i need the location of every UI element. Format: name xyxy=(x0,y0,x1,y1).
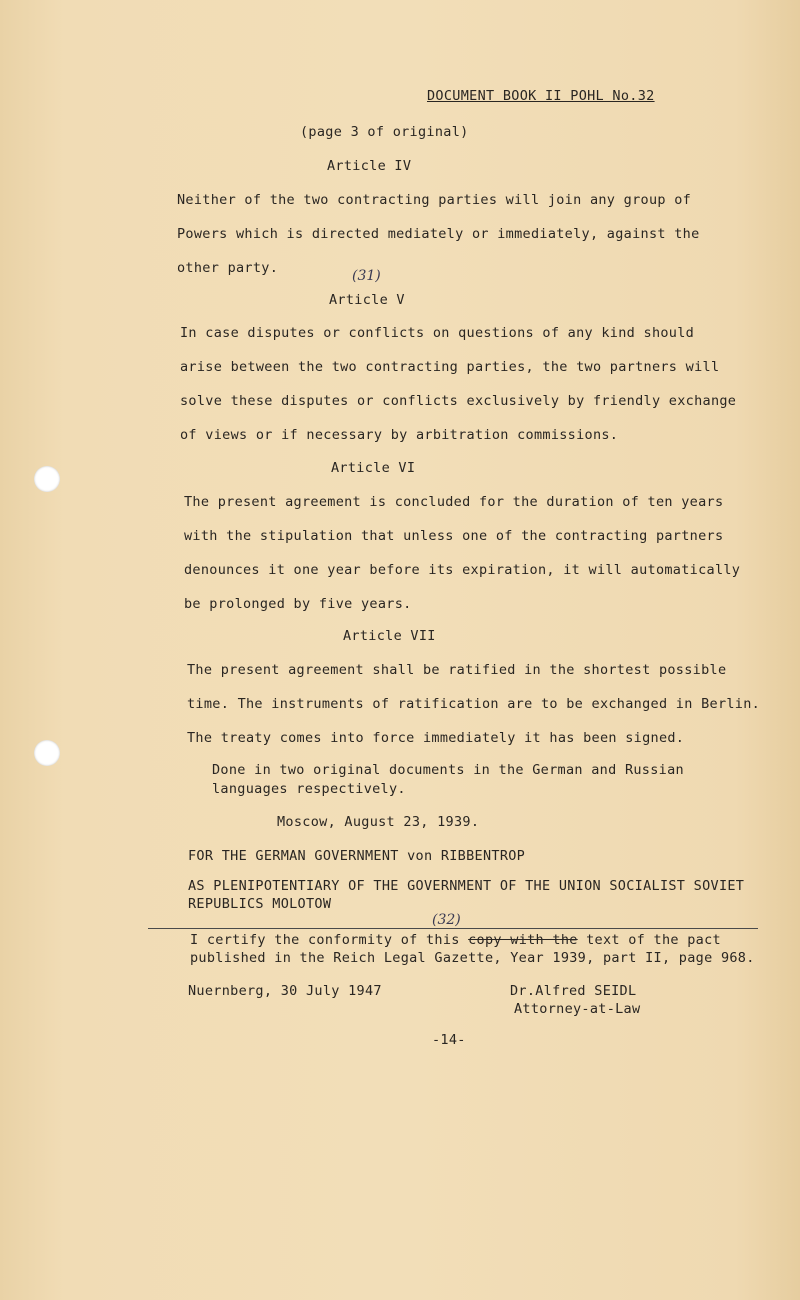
article-4-line: Neither of the two contracting parties will join any group of xyxy=(177,192,692,208)
certification-text: text of the pact xyxy=(577,932,721,948)
certification-line: published in the Reich Legal Gazette, Year 1939, part II, page 968. xyxy=(190,950,755,966)
article-6-title: Article VI xyxy=(331,460,416,476)
german-signature: FOR THE GERMAN GOVERNMENT von RIBBENTROP xyxy=(188,848,526,864)
article-5-line: solve these disputes or conflicts exclusively by friendly exchange xyxy=(180,393,737,409)
article-6-line: The present agreement is concluded for the duration of ten years xyxy=(184,494,724,510)
page-number: -14- xyxy=(432,1032,466,1048)
punch-hole-bottom xyxy=(34,740,60,766)
article-7-title: Article VII xyxy=(343,628,436,644)
article-5-line: In case disputes or conflicts on questions of any kind should xyxy=(180,325,695,341)
signer-title: Attorney-at-Law xyxy=(514,1001,641,1017)
done-line: Done in two original documents in the German and Russian xyxy=(212,762,684,778)
done-line: languages respectively. xyxy=(212,781,406,797)
article-6-line: with the stipulation that unless one of the contracting partners xyxy=(184,528,724,544)
article-6-line: denounces it one year before its expiration, it will automatically xyxy=(184,562,741,578)
article-5-line: of views or if necessary by arbitration commissions. xyxy=(180,427,619,443)
article-7-line: The treaty comes into force immediately it has been signed. xyxy=(187,730,685,746)
certification-text: I certify the conformity of this xyxy=(190,932,469,948)
struck-text: copy with the xyxy=(468,932,578,948)
article-4-line: Powers which is directed mediately or immediately, against the xyxy=(177,226,700,242)
article-4-line: other party. xyxy=(177,260,279,276)
handwritten-mark: (32) xyxy=(432,912,461,928)
page-note: (page 3 of original) xyxy=(300,124,469,140)
signer-name: Dr.Alfred SEIDL xyxy=(510,983,637,999)
article-7-line: The present agreement shall be ratified in the shortest possible xyxy=(187,662,727,678)
article-4-title: Article IV xyxy=(327,158,412,174)
soviet-signature: REPUBLICS MOLOTOW xyxy=(188,896,332,912)
handwritten-mark: (31) xyxy=(352,268,381,284)
certification-line xyxy=(190,932,721,948)
place-date: Moscow, August 23, 1939. xyxy=(277,814,480,830)
soviet-signature: AS PLENIPOTENTIARY OF THE GOVERNMENT OF THE UNION SOCIALIST SOVIET xyxy=(188,878,745,894)
punch-hole-top xyxy=(34,466,60,492)
article-5-line: arise between the two contracting parties, the two partners will xyxy=(180,359,720,375)
article-6-line: be prolonged by five years. xyxy=(184,596,412,612)
certification-place-date: Nuernberg, 30 July 1947 xyxy=(188,983,382,999)
document-reference: DOCUMENT BOOK II POHL No.32 xyxy=(427,88,655,104)
separator-line xyxy=(148,928,758,929)
article-5-title: Article V xyxy=(329,292,405,308)
article-7-line: time. The instruments of ratification are to be exchanged in Berlin. xyxy=(187,696,761,712)
